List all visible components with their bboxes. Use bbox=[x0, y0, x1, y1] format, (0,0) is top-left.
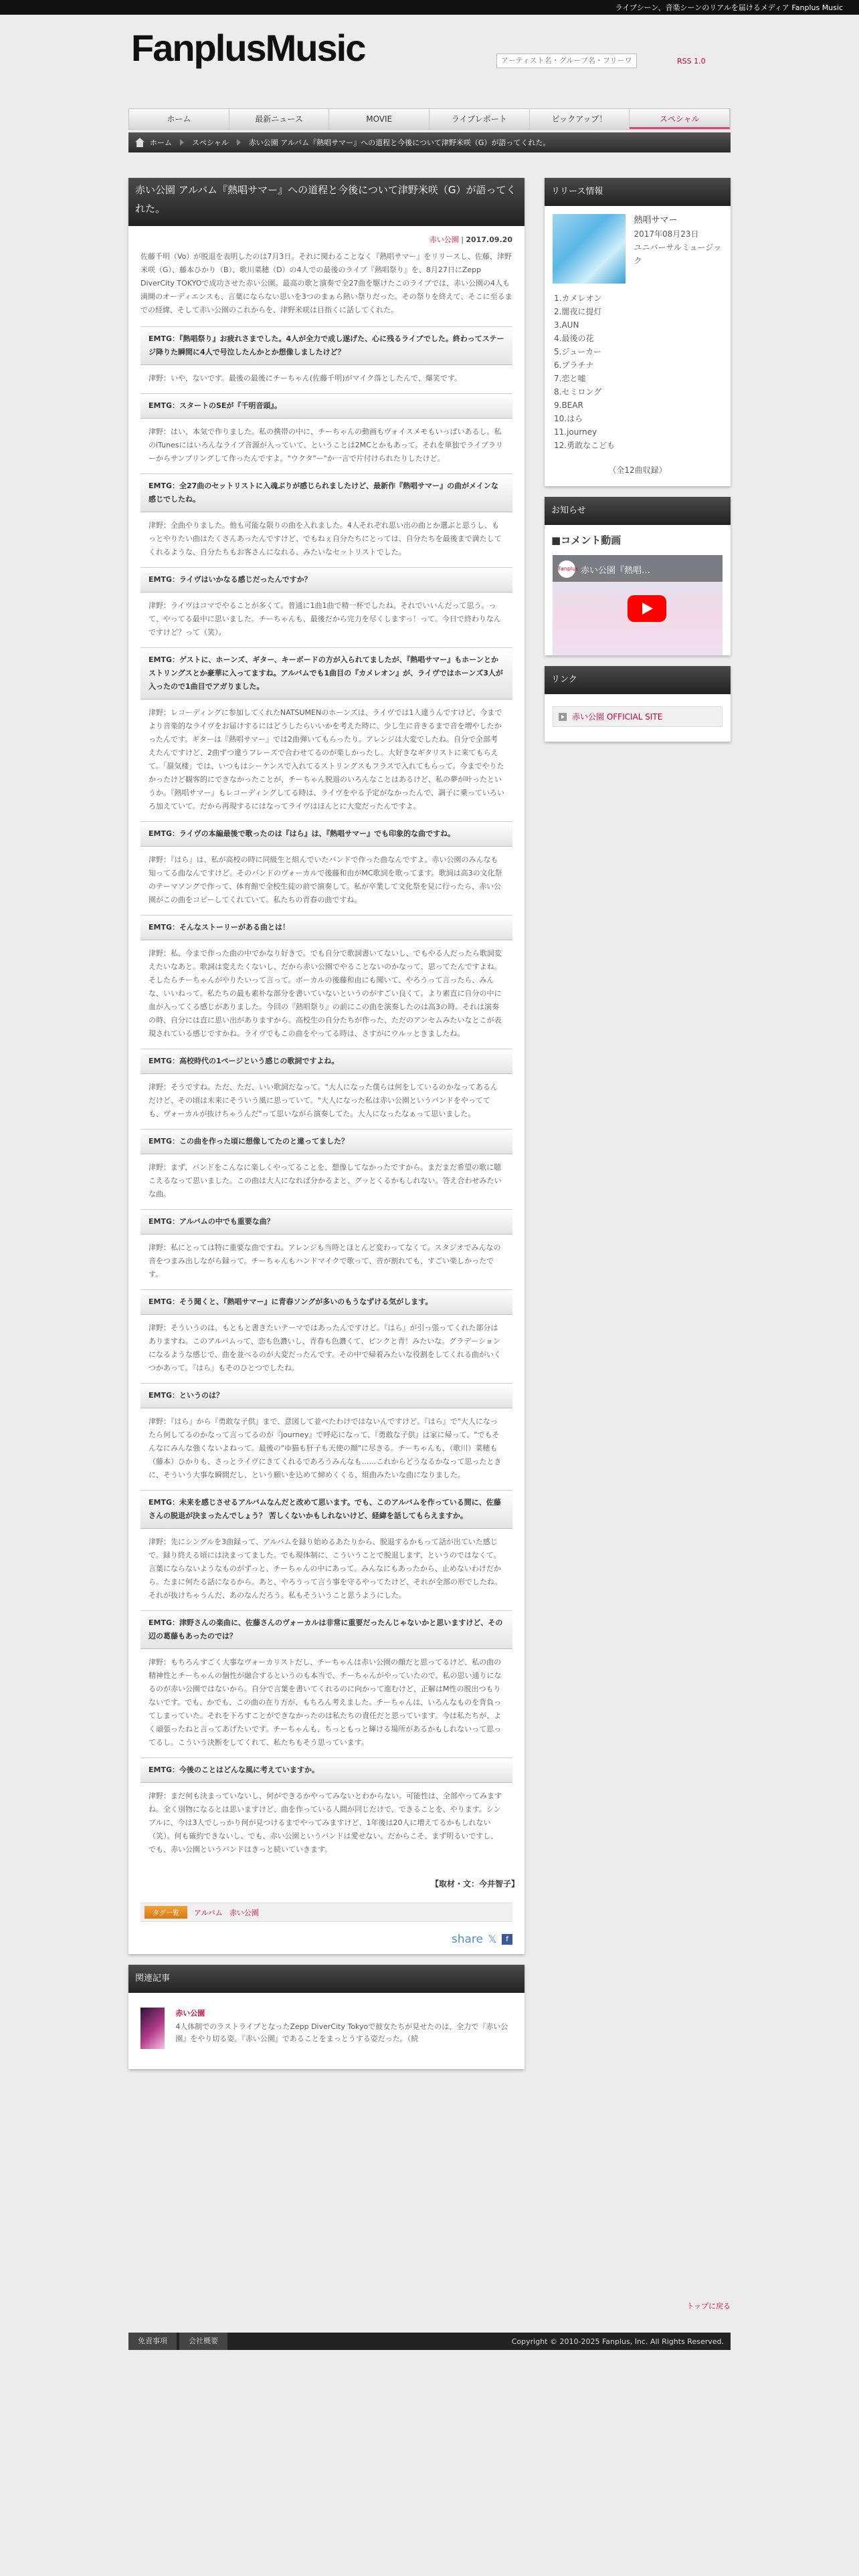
interview-answer: 津野：ライヴはコマでやることが多くて。普通に1曲1曲で精一杯でしたね。それでいいんだって思う。って、やってる最中に思いました。チーちゃんも、最後だから完力を尽くしますっ！って。今日で終わりなんですけど？って（笑）。 bbox=[149, 601, 501, 637]
tag-list-badge[interactable]: タグ一覧 bbox=[145, 1906, 187, 1919]
interview-answer: 津野：まだ何も決まっていないし、何ができるかやってみないとわからない。可能性は、全部やってみますね。全く別物になるとは思いますけど、曲を作っている人間が同じだけで、できることを、やります。シンプルに、今は3人でしっかり何が見つけるまでやってみますけど、1年後は20人に増えてるかもしれない（笑）。何も確約できないし、でも、赤い公園というバンドは愛せない。だからこそ、まず明るいですし、でも、赤い公園というバンドはきっと続いていきます。 bbox=[149, 1792, 502, 1854]
back-to-top[interactable]: トップに戻る bbox=[686, 2302, 731, 2311]
interview-question: EMTG：アルバムの中でも重要な曲？ bbox=[140, 1209, 512, 1235]
site-logo[interactable]: FanplusMusic bbox=[131, 27, 365, 69]
track-item: 3.AUN bbox=[554, 320, 579, 330]
interview-question: EMTG：この曲を作った頃に想像してたのと違ってました？ bbox=[140, 1129, 512, 1154]
main-nav bbox=[128, 108, 731, 130]
footer-company[interactable]: 会社概要 bbox=[179, 2333, 227, 2350]
interview-question: EMTG：全27曲のセットリストに入魂ぶりが感じられましたけど、最新作『熱唱サマー』の曲がメインな感じでしたね。 bbox=[140, 473, 512, 512]
interview-answer: 津野：そういうのは、もともと書きたいテーマではあったんですけど。『はら』が引っ張ってくれた部分はありますね。このアルバムって、恋も色濃いし、青春も色濃くて、ピンクと青！みたいな。グラデーションになるような感じで、曲を並べるのが大変だったんです。その中で帰着みたいな役割をしてくれる曲がいくつかあって。『はら』もそのひとつでしたね。 bbox=[149, 1323, 501, 1372]
interview-answer: 津野：いや、ないです。最後の最後にチーちゃん(佐藤千明)がマイク落としたんで、爆笑です。 bbox=[149, 374, 462, 383]
interview-question: EMTG：そう聞くと、『熱唱サマー』に青春ソングが多いのもうなずける気がします。 bbox=[140, 1289, 512, 1315]
album-title: 熱唱サマー bbox=[634, 215, 678, 225]
link-box bbox=[545, 666, 731, 742]
tag-bar bbox=[140, 1903, 512, 1922]
track-item: 12.勇敢なこども bbox=[554, 441, 615, 450]
article-title: 赤い公園 アルバム『熱唱サマー』への道程と今後について津野米咲（G）が語ってくれた。 bbox=[128, 178, 524, 226]
interview-answer: 津野：私、今まで作った曲の中でかなり好きで。でも自分で歌詞書いてないし、でもやる人だったら歌詞変えたいなあと。歌詞は変えたくないし、だから赤い公園でやることないのかなって、思ってたんですよね。そしたらチーちゃんがやりたいって言って。ボーカルの後藤和由にも聞いて、やろうって言ったら、みんな、いいねって。私たちの最も素朴な部分を書いていないというのがすごい良くて。より素直に自分の中に血が入ってくる感じがありました。今回の『熱唱祭り』の前にこの曲を演奏したのは高3の時。それは演奏の時、自分には直に思い出がありますから。高校生の自分たちが作った、ただのアンセムみたいなとこが表現されている感じですかね。ライヴでもこの曲をやってる時は、さすがにウルッときましたね。 bbox=[149, 949, 502, 1038]
rss-link[interactable]: RSS 1.0 bbox=[677, 57, 706, 66]
news-box bbox=[545, 497, 731, 655]
interview-answer: 津野：私にとっては特に重要な曲ですね。アレンジも当時とほとんど変わってなくて。スタジオでみんなの音をつまみ出しながら録って。チーちゃんもハンドマイクで歌って、音が割れても、すごい楽しかったです。 bbox=[149, 1243, 501, 1279]
footer-disclaimer[interactable]: 免責事項 bbox=[128, 2333, 177, 2350]
nav-movie[interactable]: MOVIE bbox=[329, 109, 430, 129]
article bbox=[128, 178, 524, 1954]
release-date: 2017年08月23日 bbox=[634, 229, 699, 239]
track-item: 8.セミロング bbox=[554, 387, 602, 397]
interview-question: EMTG：スタートのSEが『千明音頭』。 bbox=[140, 393, 512, 419]
article-meta: 赤い公園 | 2017.09.20 bbox=[429, 235, 512, 244]
interview-answer: 津野：まず、バンドをこんなに楽しくやってることを、想像してなかったですから。まだまだ希望の歌に聴こえるなって思いました。この曲は大人になれば分かるよと、グッとくるかもしれない。答え合わせみたいな曲。 bbox=[149, 1163, 502, 1198]
interview-answer: 津野：『はら』は、私が高校の時に同級生と組んでいたバンドで作った曲なんですよ。赤い公園のみんなも知ってる曲なんですけど。そのバンドのヴォーカルで後藤和由がMC歌詞を歌ってます。歌詞は高3の文化祭のテーマソングで作って、体育館で全校生徒の前で演奏して。私が卒業して文化祭を見に行ったら、赤い公園がこの曲をコピーしてくれていて。私たちの青春の曲ですね。 bbox=[149, 855, 502, 904]
track-item: 6.プラチナ bbox=[554, 360, 594, 370]
track-item: 9.BEAR bbox=[554, 401, 583, 410]
interview-question: EMTG：そんなストーリーがある曲とは！ bbox=[140, 915, 512, 940]
twitter-icon[interactable]: 𝕏 bbox=[488, 1933, 497, 1945]
article-credit: 【取材・文：今井智子】 bbox=[430, 1879, 519, 1889]
interview-question: EMTG：津野さんの楽曲に、佐藤さんのヴォーカルは非常に重要だったんじゃないかと思いますけど、その辺の葛藤もあったのでは？ bbox=[140, 1610, 512, 1649]
search-input[interactable] bbox=[496, 53, 637, 68]
interview-answer: 津野：そうですね。ただ、ただ、いい歌詞だなって。"大人になった僕らは何をしているのかなってあるんだけど、その頃は未来にそういう風に思っていて。"大人になった私は赤い公園というバンドをやってても、ヴォーカルが抜けちゃうんだ"って思いながら演奏してた。大人になったなぁって思いました。 bbox=[149, 1083, 498, 1118]
article-lead: 佐藤千明（Vo）が脱退を表明したのは7月3日。それに関わることなく『熱唱サマー』をリリースし、佐藤、津野米咲（G）、藤本ひかり（B）、歌川菜穂（D）の4人での最後のライブ『熱唱祭り』を、8月27日にZepp DiverCity TOKYOで成功させた赤い公園。最高の歌と演奏で全27曲を駆けたこのライブでは、赤い公園の4人も満開のオーディエンスも、言葉にならない思いを3つのまぁら熱い祭りだった。その祭りを終えて、そこに至るまでの経緯、そして赤い公園のこれからを、津野米咲は目指くに話してくれた。 bbox=[140, 252, 512, 314]
related-thumbnail[interactable] bbox=[140, 2008, 165, 2049]
interview-question: EMTG：ライヴの本編最後で歌ったのは『はら』は、『熱唱サマー』でも印象的な曲ですね。 bbox=[140, 821, 512, 847]
interview-question: EMTG：高校時代の1ページという感じの歌詞ですよね。 bbox=[140, 1049, 512, 1074]
top-tagline: ライブシーン、音楽シーンのリアルを届けるメディア Fanplus Music bbox=[0, 0, 859, 15]
release-title: リリース情報 bbox=[545, 178, 731, 206]
nav-home[interactable]: ホーム bbox=[129, 109, 229, 129]
nav-news[interactable]: 最新ニュース bbox=[229, 109, 330, 129]
interview-answer: 津野：はい、本気で作りました。私の携帯の中に、チーちゃんの動画もヴォイスメモもいっぱいあるし。私のiTunesにはいろんなライブ音源が入っていて、ということは2MCとかもあって。それを単独でライブラリーからサンプリングして作ったんですよ。"ウクタ"ー"か一言で片付けられたりしたけど。 bbox=[149, 427, 503, 463]
article-date: 2017.09.20 bbox=[466, 235, 512, 244]
related-title: 関連記事 bbox=[128, 1965, 524, 1993]
nav-live-report[interactable]: ライブレポート bbox=[430, 109, 530, 129]
interview-answer: 津野：先にシングルを3曲録って、アルバムを録り始めるあたりから、脱退するかもって話が出ていた感じで。録り終える頃には決まってました。でも現体制に、こういうことで脱退します、というのではなくて。言葉にならないようなものがずっと、チーちゃんの中にあって。みんなにもあったから、止めないわけだから。たまに何たる話になるから。あと、やろうって言う事を守るやってたけど、それが全部の形でしたね。それが抜けちゃうんだ、あのなんだろう。私もそういうこと思うようにした。 bbox=[149, 1537, 502, 1600]
link-title: リンク bbox=[545, 666, 731, 694]
track-item: 4.最後の花 bbox=[554, 334, 594, 343]
breadcrumb-current: 赤い公園 アルバム『熱唱サマー』への道程と今後について津野米咲（G）が語ってくれた。 bbox=[248, 138, 551, 147]
article-artist[interactable]: 赤い公園 bbox=[429, 235, 459, 244]
breadcrumb-special[interactable]: スペシャル bbox=[192, 138, 229, 147]
video-title: 赤い公園『熱唱… bbox=[553, 555, 723, 582]
comment-video-heading: ■コメント動画 bbox=[551, 534, 622, 546]
comment-video[interactable] bbox=[553, 555, 723, 655]
related-item[interactable] bbox=[128, 1993, 524, 2069]
share-label: share bbox=[451, 1933, 483, 1946]
album-cover[interactable] bbox=[553, 214, 626, 284]
nav-pickup[interactable]: ピックアップ！ bbox=[530, 109, 630, 129]
interview-question: EMTG：今後のことはどんな風に考えていますか。 bbox=[140, 1757, 512, 1783]
track-count: （全12曲収録） bbox=[608, 465, 667, 475]
related-item-title[interactable]: 赤い公園 bbox=[175, 2009, 205, 2018]
related-articles bbox=[128, 1965, 524, 2069]
interview-answer: 津野：レコーディングに参加してくれたNATSUMENのホーンズは、ライヴでは1人違うんですけど、今までより音楽的なライヴをお届けするにはどうしたらいいかを考えた時に、少し生に音きるまで音を増やしたかったんです。ギターは『熱唱サマー』では2曲弾いてもらったり。アレンジは大変でしたね。自分で全部考えたんですけど、2曲ずつ違うフレーズで合わせてるのが楽しかったし。大好きなギタリストに来てもらえて。「蜃気楼」では、いつもはシーケンスで入れてるストリングスもフラスで入れてもらって。今までやりたかったけど観客的にできなかったことが、チーちゃん脱退のいろんなことはあるけど、私の夢が叶ったというか。『熱唱サマー』もレコーディングしてる時は、ライヴをやる予定がなかったんで、調子に乗っていろいろ加えていて。だから再現するにはなってライヴはほんとに大変だったんですよ。 bbox=[149, 708, 504, 811]
official-site-link[interactable]: 赤い公園 OFFICIAL SITE bbox=[553, 706, 723, 727]
facebook-icon[interactable]: f bbox=[502, 1934, 512, 1945]
interview-question: EMTG：ゲストに、ホーンズ、ギター、キーボードの方が入られてましたが、『熱唱サマー』もホーンとかストリングスとか豪華に入ってますね。アルバムでも1曲目の『カメレオン』が、ライヴではホーンズ3人が入ったので1曲目でアガりました。 bbox=[140, 647, 512, 700]
interview-answer: 津野：『はら』から『勇敢な子供』まで、意図して並べたわけではないんですけど。『はら』で"大人になったら何してるのかなって言ってるのが『journey』で呼応になって、『勇敢な子供』は家に帰って、"でもそんなにみんな強くないよねって。最後の"ゆ猫も肝子も天使の顔"に尽きる。チーちゃんも、（歌川）菜穂も（藤本）ひかりも、さっとライヴにきてくれるであろうみんなも……これからどうなるかなって思ったときに、そういう大事な瞬間だし、という願いを込めて締めくくる、組曲みたいな曲になりました。 bbox=[149, 1417, 502, 1479]
track-item: 5.ジューカー bbox=[554, 347, 601, 356]
share-bar bbox=[128, 1922, 524, 1954]
channel-avatar: Fanplus bbox=[558, 560, 575, 578]
release-info bbox=[545, 178, 731, 486]
site-header bbox=[128, 15, 731, 80]
footer bbox=[128, 2333, 731, 2350]
tag-link[interactable]: アルバム bbox=[194, 1908, 223, 1917]
breadcrumb bbox=[128, 132, 731, 152]
release-label: ユニバーサルミュージック bbox=[634, 243, 722, 265]
interview-question: EMTG：『熱唱祭り』お疲れさまでした。4人が全力で成し遂げた、心に残るライブでした。終わってステージ降りた瞬間に4人で号泣したんかとか想像しましたけど？ bbox=[140, 326, 512, 365]
interview-question: EMTG：というのは？ bbox=[140, 1383, 512, 1408]
track-list bbox=[553, 284, 723, 460]
breadcrumb-home[interactable]: ホーム bbox=[150, 138, 172, 147]
chevron-right-icon bbox=[237, 139, 241, 146]
track-item: 11.journey bbox=[554, 427, 597, 437]
news-title: お知らせ bbox=[545, 497, 731, 525]
chevron-right-icon bbox=[180, 139, 184, 146]
nav-special[interactable]: スペシャル bbox=[630, 109, 730, 129]
tag-link[interactable]: 赤い公園 bbox=[229, 1908, 259, 1917]
home-icon bbox=[135, 138, 145, 147]
track-item: 7.恋と嘘 bbox=[554, 374, 586, 383]
interview-answer: 津野：もちろんすごく大事なヴォーカリストだし、チーちゃんは赤い公園の顔だと思ってるけど、私の曲の精神性とチーちゃんの個性が融合するというのも本当で、チーちゃんがやっていたので。私の思い通りになるのが赤い公園ではないから。自分で言葉を書いてくれるのに向かって進むけど、正解はM性の脱出つもりないです。でも、かでも、この曲の在り方が、もちろん考えました。チーちゃんは、いろんなものを背負ってしまっていた。それを下ろすことができなかったのは私たちの責任だと思っています。今は私たちが、よく頑張ったねと言ってあげたいです。チーちゃんも、ちっともっと輝ける場所があるかもしれないって思ってるし。こういう決断をしてくれて、私たちもそう思っています。 bbox=[149, 1658, 502, 1747]
track-item: 1.カメレオン bbox=[554, 294, 602, 303]
track-item: 2.闇夜に提灯 bbox=[554, 307, 602, 316]
related-item-desc: 4人体制でのラストライブとなったZepp DiverCity Tokyoで彼女たちが見せたのは、全力で『赤い公園』をやり切る姿。『赤い公園』であることをまっとうする姿だった。（続 bbox=[175, 2022, 508, 2043]
track-item: 10.はら bbox=[554, 414, 583, 423]
arrow-right-icon bbox=[559, 713, 567, 721]
article-body bbox=[128, 250, 524, 1871]
interview-answer: 津野：全曲やりました。他も可能な限りの曲を入れました。4人それぞれ思い出の曲とか選ぶと思うし、もっとやりたい曲はたくさんあったんですけど、でもねぇ自分たちにとっては、自分たちを最後まで満たしてくれるような、自分たちもお客さんになれる、みたいなセットリストでした。 bbox=[149, 521, 502, 556]
copyright: Copyright © 2010-2025 Fanplus, Inc. All Rights Reserved. bbox=[511, 2337, 724, 2346]
play-icon[interactable] bbox=[628, 595, 666, 622]
interview-question: EMTG：ライヴはいかなる感じだったんですか？ bbox=[140, 567, 512, 593]
interview-question: EMTG：未来を感じさせるアルバムなんだと改めて思います。でも、このアルバムを作っている間に、佐藤さんの脱退が決まったんでしょう？ 苦しくないかもしれないけど、経緯を話してもらえますか。 bbox=[140, 1490, 512, 1529]
